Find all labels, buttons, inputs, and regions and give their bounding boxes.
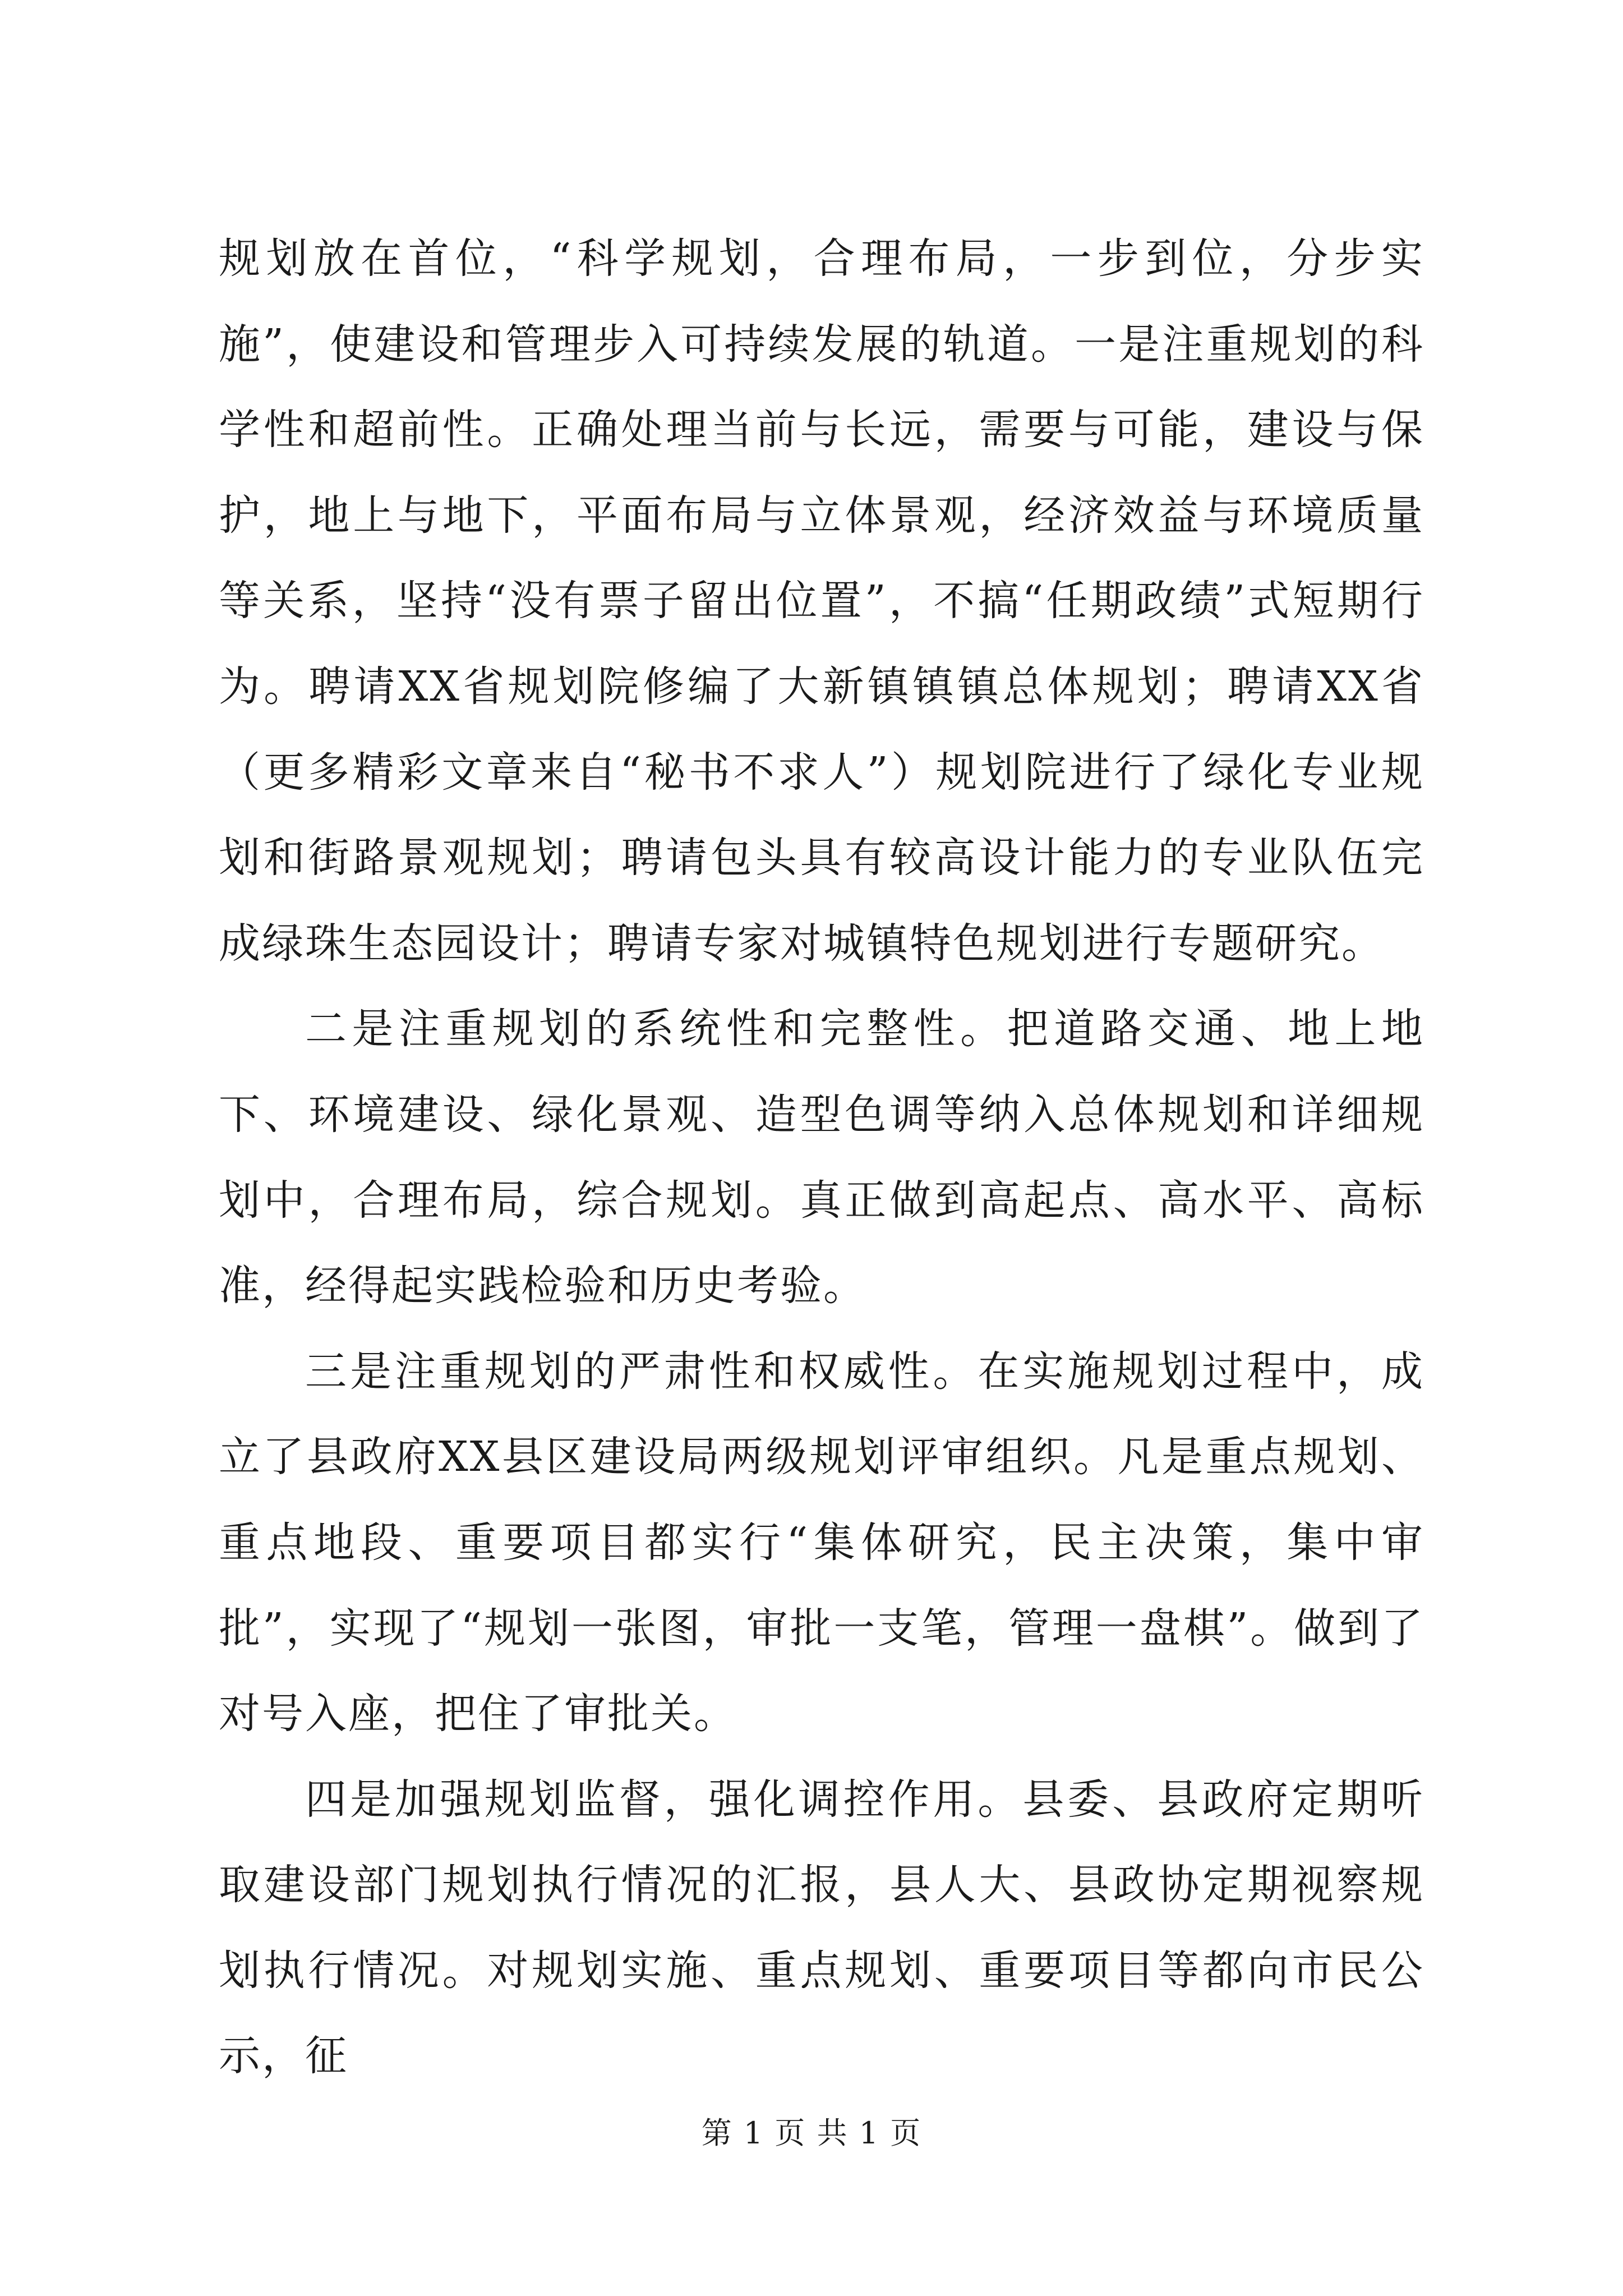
paragraph-1: 规划放在首位，“科学规划，合理布局，一步到位，分步实施”，使建设和管理步入可持续发展的轨道。一是注重规划的科学性和超前性。正确处理当前与长远，需要与可能，建设与保护，地上与地下，平面布局与立体景观，经济效益与环境质量等关系，坚持“没有票子留出位置”，不搞“任期政绩”式短期行为。聘请XX省规划院修编了大新镇镇镇总体规划；聘请XX省（更多精彩文章来自“秘书不求人”）规划院进行了绿化专业规划和街路景观规划；聘请包头具有较高设计能力的专业队伍完成绿珠生态园设计；聘请专家对城镇特色规划进行专题研究。 bbox=[219, 234, 1424, 968]
page-number-footer: 第 1 页 共 1 页 bbox=[701, 2115, 922, 2151]
paragraph-3: 三是注重规划的严肃性和权威性。在实施规划过程中，成立了县政府XX县区建设局两级规划评审组织。凡是重点规划、重点地段、重要项目都实行“集体研究，民主决策，集中审批”，实现了“规划一张图，审批一支笔，管理一盘棋”。做到了对号入座，把住了审批关。 bbox=[219, 1347, 1424, 1738]
body-text bbox=[219, 216, 1424, 2099]
paragraph-4: 四是加强规划监督，强化调控作用。县委、县政府定期听取建设部门规划执行情况的汇报，县人大、县政协定期视察规划执行情况。对规划实施、重点规划、重要项目等都向市民公示，征 bbox=[219, 1775, 1424, 2081]
paragraph-2: 二是注重规划的系统性和完整性。把道路交通、地上地下、环境建设、绿化景观、造型色调等纳入总体规划和详细规划中，合理布局，综合规划。真正做到高起点、高水平、高标准，经得起实践检验和历史考验。 bbox=[219, 1005, 1424, 1310]
